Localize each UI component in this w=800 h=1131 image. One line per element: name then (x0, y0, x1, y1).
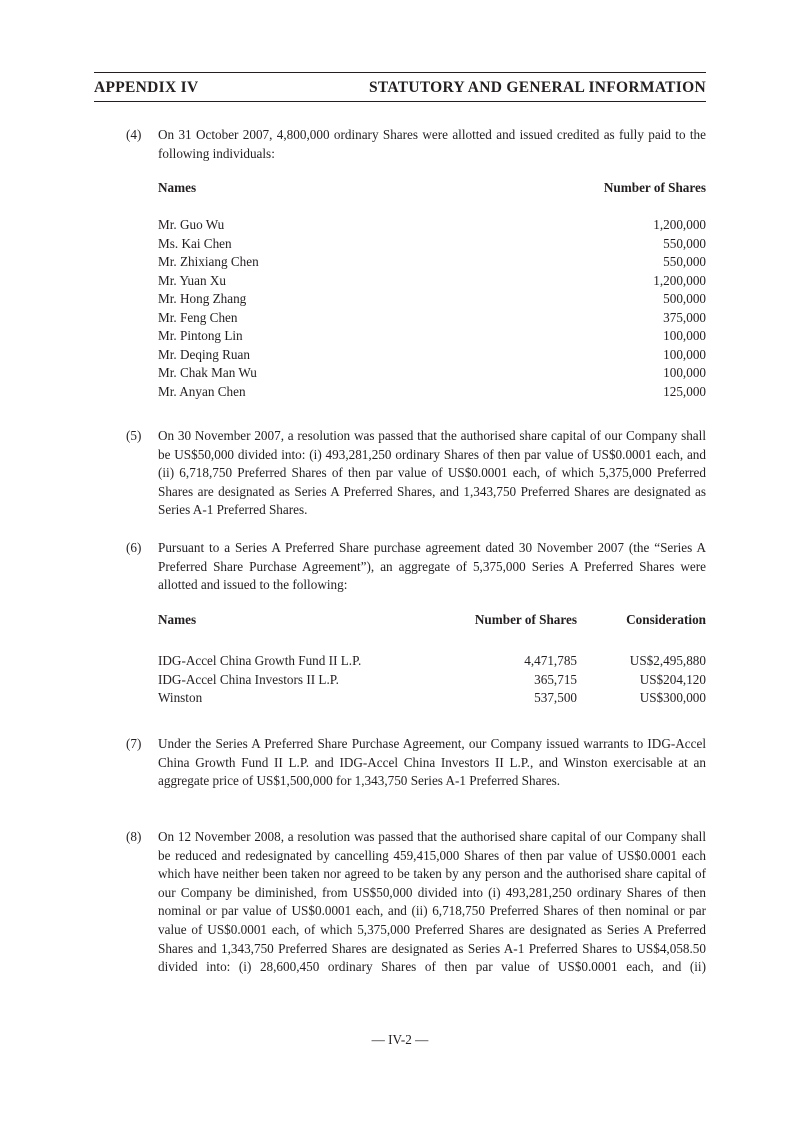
column-header-shares: Number of Shares (474, 612, 577, 627)
paragraph-text: Under the Series A Preferred Share Purchase Agreement, our Company issued warrants to IDG-Accel China Growth Fund II L.P. and IDG-Accel China Investors II L.P., and Winston exercisable at an aggregate price of US$1,500,000 for 1,343,750 Series A-1 Preferred Shares. (158, 736, 706, 789)
share-count: 550,000 (663, 235, 706, 251)
share-count: 100,000 (663, 365, 706, 380)
header-bottom-rule (94, 101, 706, 102)
column-header-names: Names (158, 180, 197, 195)
paragraph-number: (4) (126, 127, 142, 142)
share-count: 1,200,000 (653, 217, 706, 232)
header-top-rule (94, 72, 706, 73)
consideration-amount: US$2,495,880 (629, 653, 706, 668)
appendix-title: APPENDIX IV (94, 79, 199, 96)
share-count: 375,000 (663, 309, 706, 325)
paragraph-number: (6) (126, 540, 142, 555)
paragraph-text: On 31 October 2007, 4,800,000 ordinary Shares were allotted and issued credited as fully paid to the following individuals: (158, 127, 706, 161)
table-row (158, 290, 706, 309)
share-count: 537,500 (534, 690, 577, 705)
paragraph-7 (126, 735, 706, 813)
column-header-shares: Number of Shares (603, 180, 706, 195)
column-header-consideration: Consideration (626, 612, 706, 627)
series-a-allotment-body (158, 652, 706, 708)
paragraph-8 (126, 828, 706, 1000)
individuals-shares-body (158, 216, 706, 401)
holder-name: Mr. Chak Man Wu (158, 365, 257, 380)
holder-name: Mr. Yuan Xu (158, 272, 227, 288)
share-count: 4,471,785 (524, 653, 577, 668)
holder-name: Mr. Zhixiang Chen (158, 254, 259, 269)
table-row (158, 364, 706, 383)
table-row (158, 652, 706, 671)
share-count: 1,200,000 (653, 272, 706, 288)
holder-name: Winston (158, 690, 203, 705)
table-header-row (158, 611, 706, 630)
paragraph-text: On 30 November 2007, a resolution was passed that the authorised share capital of our Company shall be US$50,000 divided into: (i) 493,281,250 ordinary Shares of then par value of US$0.0001 each, and (ii) 6,718,750 Preferred Shares of then par value of US$0.0001 each, of which 5,375,000 Preferred Shares are designated as Series A Preferred Shares, and 1,343,750 Preferred Shares are designated as Series A-1 Preferred Shares. (158, 428, 706, 518)
table-row (158, 671, 706, 690)
paragraph-text: Pursuant to a Series A Preferred Share purchase agreement dated 30 November 2007 (the “Series A Preferred Share Purchase Agreement”), an aggregate of 5,375,000 Series A Preferred Shares were allotted and issued to the following: (158, 540, 706, 593)
holder-name: IDG-Accel China Investors II L.P. (158, 671, 339, 687)
individuals-shares-table (158, 179, 706, 198)
holder-name: Mr. Feng Chen (158, 309, 238, 325)
table-row (158, 689, 706, 708)
paragraph-6 (126, 539, 706, 597)
holder-name: Mr. Hong Zhang (158, 291, 247, 306)
table-row (158, 216, 706, 235)
table-row (158, 253, 706, 272)
holder-name: IDG-Accel China Growth Fund II L.P. (158, 653, 362, 668)
section-title: STATUTORY AND GENERAL INFORMATION (368, 79, 706, 96)
share-count: 100,000 (663, 328, 706, 343)
paragraph-4 (126, 126, 706, 166)
table-row (158, 346, 706, 365)
share-count: 100,000 (663, 346, 706, 362)
holder-name: Mr. Guo Wu (158, 217, 225, 232)
holder-name: Ms. Kai Chen (158, 235, 232, 251)
consideration-amount: US$300,000 (639, 690, 706, 705)
holder-name: Mr. Pintong Lin (158, 328, 243, 343)
column-header-names: Names (158, 612, 197, 627)
table-row (158, 235, 706, 254)
table-row (158, 327, 706, 346)
share-count: 365,715 (534, 671, 577, 687)
paragraph-number: (5) (126, 428, 142, 443)
table-row (158, 272, 706, 291)
paragraph-number: (7) (126, 736, 142, 751)
paragraph-text: On 12 November 2008, a resolution was passed that the authorised share capital of our Company shall be reduced and redesignated by cancelling 459,415,000 Shares of then par value of US$0.0001 each which have neither been taken nor agreed to be taken by any person and the authorised share capital of our Company be diminished, from US$50,000 divided into (i) 493,281,250 ordinary Shares of then nominal or par value of US$0.0001 each, and (ii) 6,718,750 Preferred Shares of then nominal or par value of US$0.0001 each, of which 5,375,000 Preferred Shares are designated as Series A Preferred Shares and 1,343,750 Preferred Shares are designated as Series A-1 Preferred Shares to US$4,058.50 divided into: (i) 28,600,450 ordinary Shares of then par value of US$0.0001 each, and (ii) (158, 829, 706, 975)
paragraph-5 (126, 427, 706, 523)
holder-name: Mr. Anyan Chen (158, 383, 246, 399)
table-row (158, 383, 706, 402)
paragraph-number: (8) (126, 829, 142, 844)
table-row (158, 309, 706, 328)
holder-name: Mr. Deqing Ruan (158, 346, 250, 362)
page-number: — IV-2 — (371, 1032, 429, 1047)
share-count: 125,000 (663, 383, 706, 399)
consideration-amount: US$204,120 (639, 671, 706, 687)
share-count: 550,000 (663, 254, 706, 269)
series-a-allotment-table (158, 611, 706, 630)
table-header-row (158, 179, 706, 198)
share-count: 500,000 (663, 291, 706, 306)
